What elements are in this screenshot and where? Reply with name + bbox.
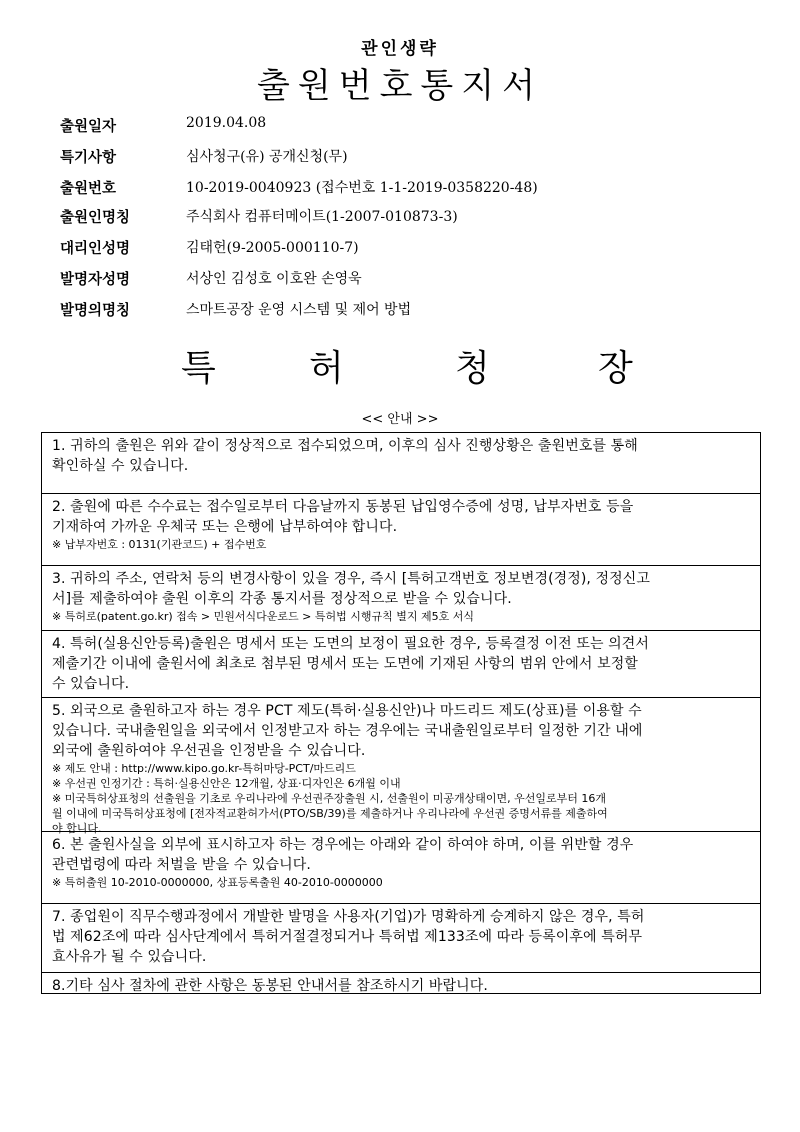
notice-line: 2. 출원에 따른 수수료는 접수일로부터 다음날까지 동봉된 납입영수증에 성명, 납부자번호 등을 (52, 499, 634, 515)
notice-line: 관련법령에 따라 처벌을 받을 수 있습니다. (52, 857, 311, 873)
field-label: 출원번호 (60, 181, 117, 197)
field-value: 스마트공장 운영 시스템 및 제어 방법 (186, 302, 412, 318)
notice-item-5 (42, 697, 760, 836)
notice-line: 8.기타 심사 절차에 관한 사항은 동봉된 안내서를 참조하시기 바랍니다. (52, 978, 488, 994)
notice-item-4 (42, 630, 760, 694)
notice-line: 서]를 제출하여야 출원 이후의 각종 통지서를 정상적으로 받을 수 있습니다. (52, 591, 512, 607)
notice-sub-note: ※ 특허로(patent.go.kr) 접속 > 민원서식다운로드 > 특허법 시행규칙 별지 제5호 서식 (52, 610, 474, 623)
notice-line: 확인하실 수 있습니다. (52, 458, 189, 474)
notice-line: 제출기간 이내에 출원서에 최초로 첨부된 명세서 또는 도면에 기재된 사항의 범위 안에서 보정할 (52, 656, 638, 672)
issuing-office-name (0, 340, 800, 390)
notice-heading: << 안내 >> (361, 412, 439, 427)
field-label: 발명자성명 (60, 272, 131, 288)
notice-line: 1. 귀하의 출원은 위와 같이 정상적으로 접수되었으며, 이후의 심사 진행상황은 출원번호를 통해 (52, 438, 638, 454)
notice-box (41, 432, 761, 994)
notice-line: 수 있습니다. (52, 676, 130, 692)
notice-sub-note: ※ 우선권 인정기간 : 특허·실용신안은 12개월, 상표·디자인은 6개월 이내 (52, 777, 401, 790)
notice-line: 5. 외국으로 출원하고자 하는 경우 PCT 제도(특허·실용신안)나 마드리드 제도(상표)를 이용할 수 (52, 703, 642, 719)
office-name-char: 청 (455, 348, 490, 389)
notice-line: 7. 종업원이 직무수행과정에서 개발한 발명을 사용자(기업)가 명확하게 승계하지 않은 경우, 특허 (52, 909, 645, 925)
field-label: 출원인명칭 (60, 210, 131, 226)
notice-item-2 (42, 493, 760, 552)
field-value: 2019.04.08 (186, 115, 267, 131)
notice-item-7 (42, 903, 760, 967)
field-label: 대리인성명 (60, 241, 131, 257)
notice-sub-note: ※ 제도 안내 : http://www.kipo.go.kr-특허마당-PCT/마드리드 (52, 762, 356, 775)
notice-line: 4. 특허(실용신안등록)출원은 명세서 또는 도면의 보정이 필요한 경우, 등록결정 이전 또는 의견서 (52, 636, 649, 652)
notice-sub-note: 월 이내에 미국특허상표청에 [전자적교환허가서(PTO/SB/39)를 제출하거나 우리나라에 우선권 증명서류를 제출하여 (52, 807, 608, 820)
notice-item-8 (42, 972, 760, 996)
notice-line: 효사유가 될 수 있습니다. (52, 949, 207, 965)
notice-line: 기재하여 가까운 우체국 또는 은행에 납부하여야 합니다. (52, 519, 398, 535)
field-value: 서상인 김성호 이호완 손영욱 (186, 271, 362, 287)
field-value: 주식회사 컴퓨터메이트(1-2007-010873-3) (186, 209, 458, 225)
notice-item-1 (42, 433, 760, 476)
office-name-char: 허 (309, 348, 344, 389)
notice-line: 있습니다. 국내출원일을 외국에서 인정받고자 하는 경우에는 국내출원일로부터 일정한 기간 내에 (52, 723, 643, 739)
field-label: 발명의명칭 (60, 303, 131, 319)
notice-line: 6. 본 출원사실을 외부에 표시하고자 하는 경우에는 아래와 같이 하여야 하며, 이를 위반할 경우 (52, 837, 634, 853)
field-label: 출원일자 (60, 119, 117, 135)
notice-sub-note: ※ 미국특허상표청의 선출원을 기초로 우리나라에 우선권주장출원 시, 선출원이 미공개상태이면, 우선일로부터 16개 (52, 792, 606, 805)
seal-omitted-label: 관인생략 (361, 39, 439, 59)
office-name-char: 특 (181, 348, 216, 389)
notice-line: 3. 귀하의 주소, 연락처 등의 변경사항이 있을 경우, 즉시 [특허고객번호 정보변경(경정), 정정신고 (52, 571, 651, 587)
notice-sub-note: ※ 납부자번호 : 0131(기관코드) + 접수번호 (52, 538, 267, 551)
notice-item-3 (42, 565, 760, 624)
notice-sub-note: ※ 특허출원 10-2010-0000000, 상표등록출원 40-2010-0000000 (52, 876, 383, 889)
field-value: 10-2019-0040923 (접수번호 1-1-2019-0358220-48) (186, 180, 538, 196)
document-title: 출원번호통지서 (257, 66, 543, 106)
notice-line: 법 제62조에 따라 심사단계에서 특허거절결정되거나 특허법 제133조에 따라 등록이후에 특허무 (52, 929, 643, 945)
office-name-char: 장 (598, 348, 633, 389)
field-label: 특기사항 (60, 150, 117, 166)
field-value: 심사청구(유) 공개신청(무) (186, 149, 348, 165)
notice-sub-note: 야 합니다. (52, 822, 102, 835)
notice-item-6 (42, 831, 760, 890)
field-value: 김태헌(9-2005-000110-7) (186, 240, 359, 256)
notice-line: 외국에 출원하여야 우선권을 인정받을 수 있습니다. (52, 743, 366, 759)
